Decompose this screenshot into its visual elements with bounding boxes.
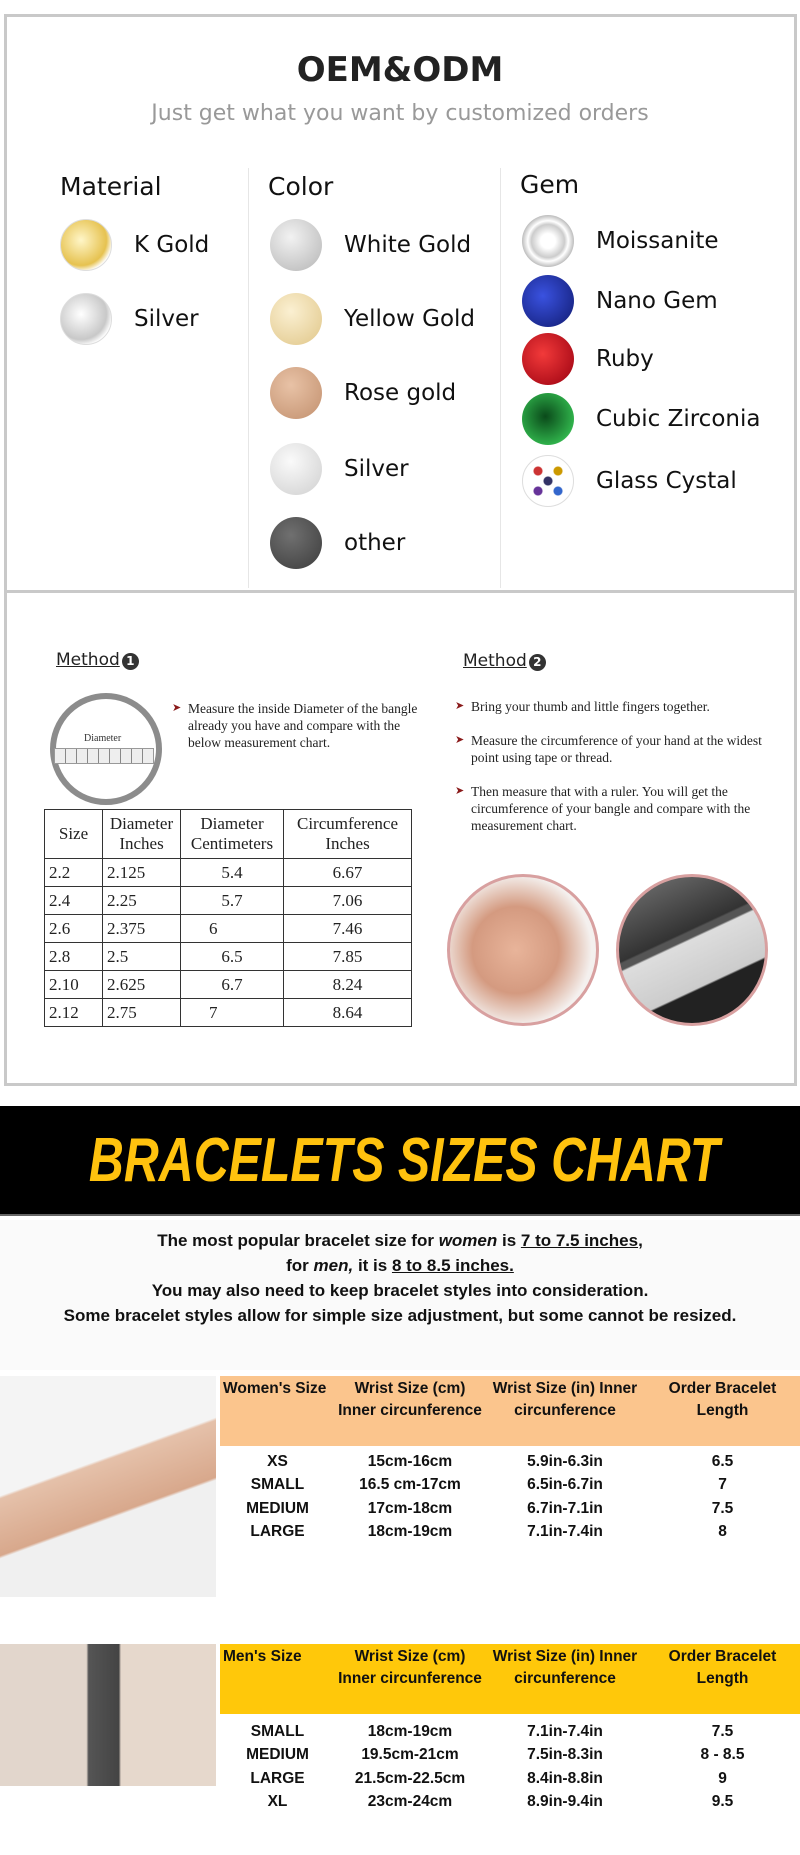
gem-option[interactable]: Moissanite bbox=[522, 215, 760, 267]
silver-swatch-icon bbox=[60, 293, 112, 345]
moissanite-gem-icon bbox=[522, 215, 574, 267]
method2-steps bbox=[455, 698, 785, 834]
table-row: 2.4 2.25 5.7 7.06 bbox=[45, 887, 412, 915]
material-list bbox=[60, 219, 209, 345]
nano-gem-icon bbox=[522, 275, 574, 327]
table-row: 2.2 2.125 5.4 6.67 bbox=[45, 859, 412, 887]
glass-crystal-gem-icon bbox=[522, 455, 574, 507]
rose-gold-swatch-icon bbox=[270, 367, 322, 419]
method2-step: ➤ Bring your thumb and little fingers together. bbox=[455, 698, 785, 715]
method1-instruction: ➤ Measure the inside Diameter of the bangle already you have and compare with the below measurement chart. bbox=[172, 700, 434, 751]
ruler-bar bbox=[54, 748, 154, 764]
silver-swatch-icon bbox=[270, 443, 322, 495]
yellow-gold-swatch-icon bbox=[270, 293, 322, 345]
table-row: MEDIUM 17cm-18cm 6.7in-7.1in 7.5 bbox=[246, 1499, 734, 1517]
gem-option[interactable]: Glass Cystal bbox=[522, 455, 760, 507]
ruler-photo bbox=[616, 874, 768, 1026]
ring-diameter-label: Diameter bbox=[84, 733, 122, 744]
gem-option[interactable]: Ruby bbox=[522, 333, 760, 385]
divider bbox=[248, 168, 249, 588]
ruby-gem-icon bbox=[522, 333, 574, 385]
table-row: 2.8 2.5 6.5 7.85 bbox=[45, 943, 412, 971]
method2-heading: Method 2 bbox=[463, 651, 546, 671]
table-row: XS 15cm-16cm 5.9in-6.3in 6.5 bbox=[267, 1453, 734, 1470]
hand-measure-photo bbox=[447, 874, 599, 1026]
table-row: SMALL 18cm-19cm 7.1in-7.4in 7.5 bbox=[250, 1723, 734, 1740]
white-gold-swatch-icon bbox=[270, 219, 322, 271]
women-wrist-photo bbox=[0, 1376, 216, 1597]
men-size-table bbox=[220, 1720, 800, 1813]
oem-title: OEM&ODM bbox=[296, 50, 504, 90]
table-row: LARGE 21.5cm-22.5cm 8.4in-8.8in 9 bbox=[250, 1769, 727, 1787]
color-option[interactable]: Yellow Gold bbox=[270, 293, 475, 345]
table-row: SMALL 16.5 cm-17cm 6.5in-6.7in 7 bbox=[250, 1476, 727, 1494]
k-gold-swatch-icon bbox=[60, 219, 112, 271]
color-option[interactable]: other bbox=[270, 517, 475, 569]
other-swatch-icon bbox=[270, 517, 322, 569]
table-row: 2.10 2.625 6.7 8.24 bbox=[45, 971, 412, 999]
material-option[interactable]: K Gold bbox=[60, 219, 209, 271]
method1-heading: Method 1 bbox=[56, 650, 139, 670]
color-option[interactable]: White Gold bbox=[270, 219, 475, 271]
cubic-zirconia-gem-icon bbox=[522, 393, 574, 445]
color-option[interactable]: Silver bbox=[270, 443, 475, 495]
table-row: XL 23cm-24cm 8.9in-9.4in 9.5 bbox=[267, 1792, 734, 1810]
method2-step: ➤ Then measure that with a ruler. You will get the circumference of your bangle and compare with the measurement chart. bbox=[455, 783, 785, 834]
method2-step: ➤ Measure the circumference of your hand at the widest point using tape or thread. bbox=[455, 732, 785, 766]
women-table-header: Women's Size Wrist Size (cm) Inner circunference Wrist Size (in) Inner circunference Order Bracelet Length bbox=[220, 1376, 800, 1446]
oem-subtitle: Just get what you want by customized orders bbox=[151, 101, 649, 126]
gem-list bbox=[522, 215, 760, 507]
color-list bbox=[270, 219, 475, 569]
women-size-table bbox=[220, 1450, 800, 1543]
table-row: 2.6 2.375 6 7.46 bbox=[45, 915, 412, 943]
color-option[interactable]: Rose gold bbox=[270, 367, 475, 419]
banner-title: BRACELETS SIZES CHART bbox=[88, 1126, 720, 1195]
gem-option[interactable]: Nano Gem bbox=[522, 275, 760, 327]
bracelet-intro: The most popular bracelet size for women is 7 to 7.5 inches, for men, it is 8 to 8.5 inches. You may also need to keep bracelet styles into consideration. Some bracelet styles allow for simple size adjustment, but some cannot be resized. bbox=[0, 1220, 800, 1370]
table-row: MEDIUM 19.5cm-21cm 7.5in-8.3in 8 - 8.5 bbox=[246, 1746, 745, 1764]
men-table-header: Men's Size Wrist Size (cm) Inner circunference Wrist Size (in) Inner circunference Order Bracelet Length bbox=[220, 1644, 800, 1714]
divider bbox=[500, 168, 501, 588]
bangle-size-table: Size Diameter Inches Diameter Centimeters Circumference Inches 2.2 2.125 5.4 6.67 2.4 2.25 5.7 7.06 2.6 2.375 6 7.46 2.8 2.5 6.5 7.85 2.10 2.625 6.7 8.24 2.12 2.75 7 8.64 bbox=[44, 809, 412, 1027]
color-heading: Color bbox=[268, 172, 334, 201]
table-row: LARGE 18cm-19cm 7.1in-7.4in 8 bbox=[250, 1522, 727, 1540]
material-option[interactable]: Silver bbox=[60, 293, 209, 345]
gem-option[interactable]: Cubic Zirconia bbox=[522, 393, 760, 445]
material-heading: Material bbox=[60, 172, 162, 201]
table-row: 2.12 2.75 7 8.64 bbox=[45, 999, 412, 1027]
gem-heading: Gem bbox=[520, 170, 580, 199]
men-wrist-photo bbox=[0, 1644, 216, 1786]
bracelet-chart-banner bbox=[0, 1106, 800, 1216]
